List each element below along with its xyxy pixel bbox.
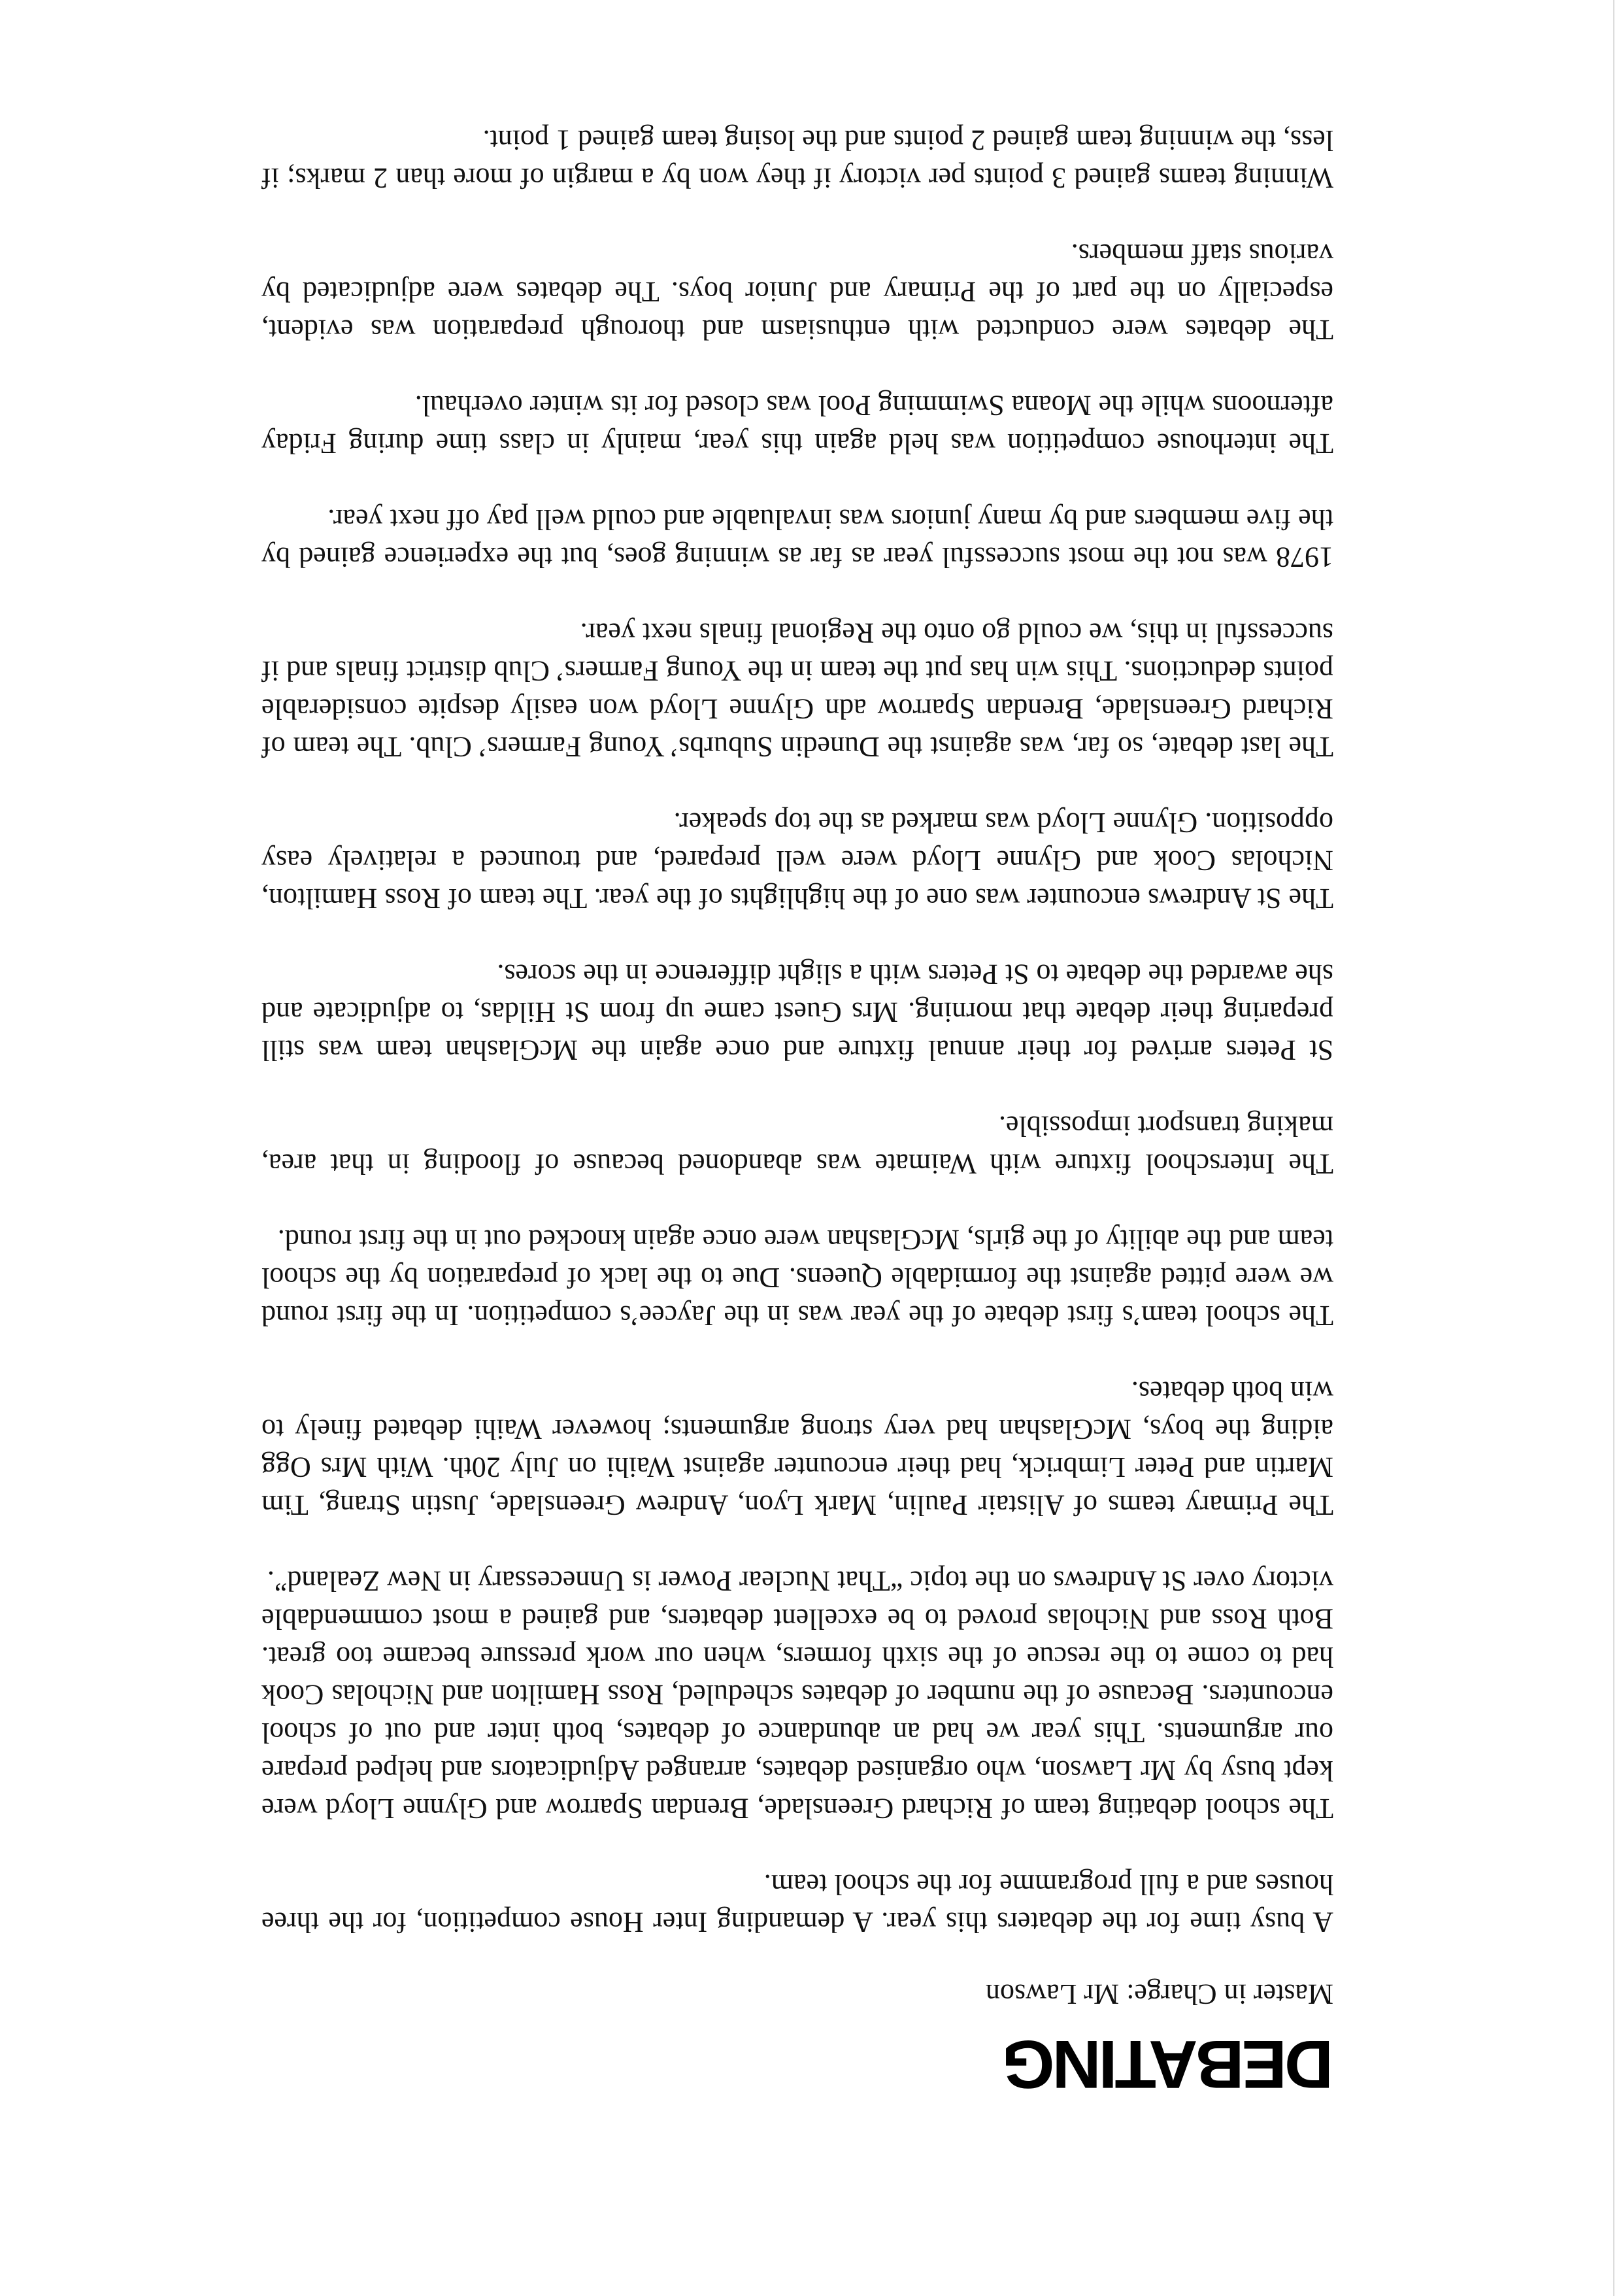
- master-in-charge: Master in Charge: Mr Lawson: [986, 1978, 1333, 2010]
- paragraph-interhouse: The interhouse competition was held again this year, mainly in class time during Friday afternoons while the Moana Swimming Pool was closed for its winter overhaul.: [261, 390, 1333, 460]
- paragraph-jaycees: The school team’s first debate of the year was in the Jaycee’s competition. In the first round we were pitted against the formidable Queens. Due to the lack of preparation by the school team and the ability of the girls, McGlashan were once again knocked out in the first round.: [261, 1224, 1333, 1332]
- paragraph-1978-summary: 1978 was not the most successful year as far as winning goes, but the experience gained by the five members and by many juniors was invaluable and could well pay off next year.: [261, 503, 1333, 573]
- paragraph-st-andrews: The St Andrews encounter was one of the highlights of the year. The team of Ross Hamilton, Nicholas Cook and Glynne Lloyd were well prepared, and trounced a relatively easy opposition. Glynne Lloyd was marked as the top speaker.: [261, 807, 1333, 915]
- paragraph-st-peters: St Peters arrived for their annual fixture and once again the McGlashan team was still preparing their debate that morning. Mrs Guest came up from St Hildas, to adjudicate and she awarded the debate to St Peters with a slight difference in the scores.: [261, 958, 1333, 1066]
- scan-edge-line: [1613, 0, 1614, 2296]
- paragraph-points: Winning teams gained 3 points per victory if they won by a margin of more than 2 marks; if less, the winning team gained 2 points and the losing team gained 1 point.: [261, 124, 1333, 194]
- paragraph-young-farmers: The last debate, so far, was against the Dunedin Suburbs’ Young Farmers’ Club. The team of Richard Greenslade, Brendan Sparrow adn Glynne Lloyd won easily despite considerable points deductions. This win has put the team in the Young Farmers’ Club district finals and if successful in this, we could go onto the Regional finals next year.: [261, 617, 1333, 763]
- article: [261, 83, 1333, 2103]
- paragraph-debates-conducted: The debates were conducted with enthusiasm and thorough preparation was evident, especially on the part of the Primary and Junior boys. The debates were adjudicated by various staff members.: [261, 238, 1333, 346]
- page-title: DEBATING: [1004, 2026, 1333, 2102]
- paragraph-school-team: The school debating team of Richard Greenslade, Brendan Sparrow and Glynne Lloyd were kept busy by Mr Lawson, who organised debates, arranged Adjudicators and helped prepare our arguments. This year we had an abundance of debates, both inter and out of school encounters. Because of the number of debates scheduled, Ross Hamilton and Nicholas Cook had to come to the rescue of the sixth formers, when our work pressure became too great. Both Ross and Nicholas proved to be excellent debaters, and gained a most commendable victory over St Andrews on the topic “That Nuclear Power is Unnecessary in New Zealand”.: [261, 1565, 1333, 1825]
- paragraph-primary-teams: The Primary teams of Alistair Paulin, Mark Lyon, Andrew Greenslade, Justin Strang, Tim Martin and Peter Limbrick, had their encounter against Waihi on July 20th. With Mrs Ogg aiding the boys, McGlashan had very strong arguments; however Waihi debated finely to win both debates.: [261, 1376, 1333, 1521]
- paragraph-intro: A busy time for the debaters this year. A demanding Inter House competition, for the three houses and a full programme for the school team.: [261, 1868, 1333, 1938]
- paragraph-waimate: The Interschool fixture with Waimate was abandoned because of flooding in that area, making transport impossible.: [261, 1110, 1333, 1180]
